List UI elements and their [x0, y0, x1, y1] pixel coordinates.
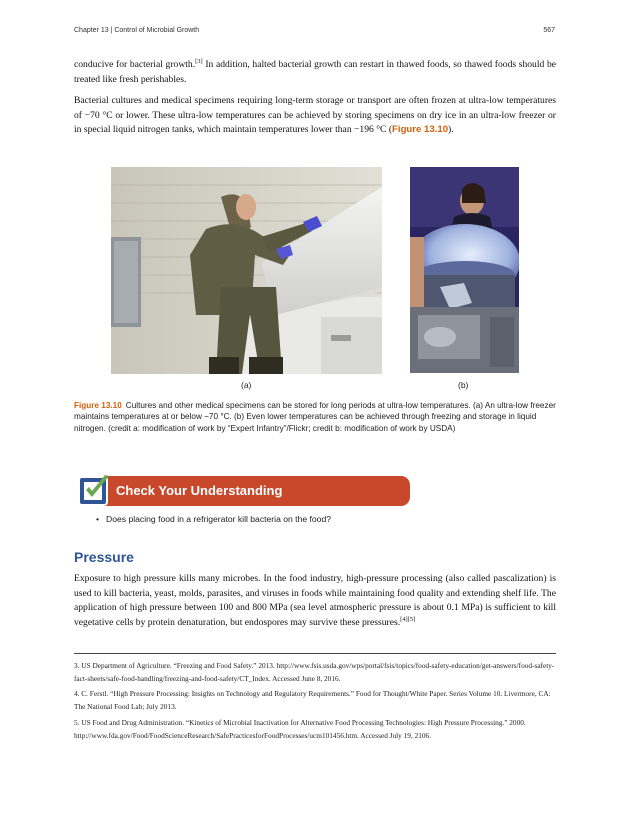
paragraph-pressure — [74, 572, 556, 630]
check-your-understanding-title: Check Your Understanding — [116, 483, 283, 498]
liquid-nitrogen-photo-image — [410, 167, 519, 373]
footnote-divider — [74, 653, 556, 654]
footnote-4: 4. C. Ferstl. “High Pressure Processing: Insights on Technology and Regulatory Requirements.” Food for Thought/White Paper. Series Volume 10. Livermore, CA: The National Food Lab; July 2013. — [74, 689, 551, 712]
page-number: 567 — [543, 27, 555, 34]
paragraph-1-text: conducive for bacterial growth. — [74, 59, 196, 70]
figure-link[interactable]: Figure 13.10 — [392, 124, 449, 136]
checkbox-checkmark-icon — [78, 474, 111, 507]
freezer-photo-image — [111, 167, 382, 374]
footnote-refs-4-5[interactable]: [4][5] — [400, 615, 416, 623]
footnote-ref-3[interactable]: [3] — [195, 57, 203, 65]
paragraph-pressure-text: Exposure to high pressure kills many microbes. In the food industry, high-pressure processing (also called pascalization) is used to kill bacteria, yeast, molds, parasites, and viruses in foods while maintaining food quality and extending shelf life. The application of high pressure between 100 and 800 MPa (sea level atmospheric pressure is about 0.1 MPa) is sufficient to kill vegetative cells by protein denaturation, but endospores may survive these pressures. — [74, 573, 556, 628]
footnote-3: 3. US Department of Agriculture. “Freezing and Food Safety.” 2013. http://www.fsis.usda.gov/wps/portal/fsis/topics/food-safety-education/get-answers/food-safety-fact-sheets/safe-food-handling/freezing-and-food-safety/CT_Index. Accessed June 8, 2016. — [74, 661, 555, 683]
paragraph-2-text: Bacterial cultures and medical specimens requiring long-term storage or transport are often frozen at ultra-low temperatures of −70 °C or lower. These ultra-low temperatures can be achieved by storing specimens on dry ice in an ultra-low freezer or in special liquid nitrogen tanks, which maintain temperatures lower than −196 °C ( — [74, 95, 556, 136]
footnote-5: 5. US Food and Drug Administration. “Kinetics of Microbial Inactivation for Alternative Food Processing Technologies: High Pressure Processing.” 2000. http://www.fda.gov/Food/FoodScienceResearch/SafePracticesforFoodProcesses/ucm101456.htm. Accessed July 19, 2106. — [74, 717, 526, 740]
footnotes — [74, 660, 558, 745]
bullet-icon: • — [96, 514, 100, 524]
figure-number: Figure 13.10 — [74, 401, 122, 410]
freezer-photo — [111, 167, 382, 374]
figure-label-a: (a) — [241, 380, 252, 390]
chapter-title: Chapter 13 | Control of Microbial Growth — [74, 27, 200, 34]
figure-caption — [74, 400, 558, 434]
figure-caption-text: Cultures and other medical specimens can be stored for long periods at ultra-low temperatures. (a) An ultra-low freezer maintains temperatures at or below −70 °C. (b) Even lower temperatures can be achieved through freezing and storage in liquid nitrogen. (credit a: modification of work by “Expert Infantry”/Flickr; credit b: modification of work by USDA) — [74, 401, 556, 433]
paragraph-1 — [74, 58, 556, 87]
liquid-nitrogen-photo — [410, 167, 519, 373]
check-your-understanding-banner — [78, 474, 410, 507]
paragraph-1-continuation: In addition, halted bacterial growth can restart in thawed foods, so thawed foods should be treated like fresh perishables. — [74, 59, 557, 85]
paragraph-2-end: ). — [448, 124, 454, 136]
figure-label-b: (b) — [458, 380, 469, 390]
section-heading: Pressure — [74, 549, 134, 565]
review-question — [96, 514, 331, 524]
review-question-text: Does placing food in a refrigerator kill bacteria on the food? — [106, 514, 332, 524]
running-header — [74, 27, 555, 39]
paragraph-2 — [74, 94, 556, 138]
